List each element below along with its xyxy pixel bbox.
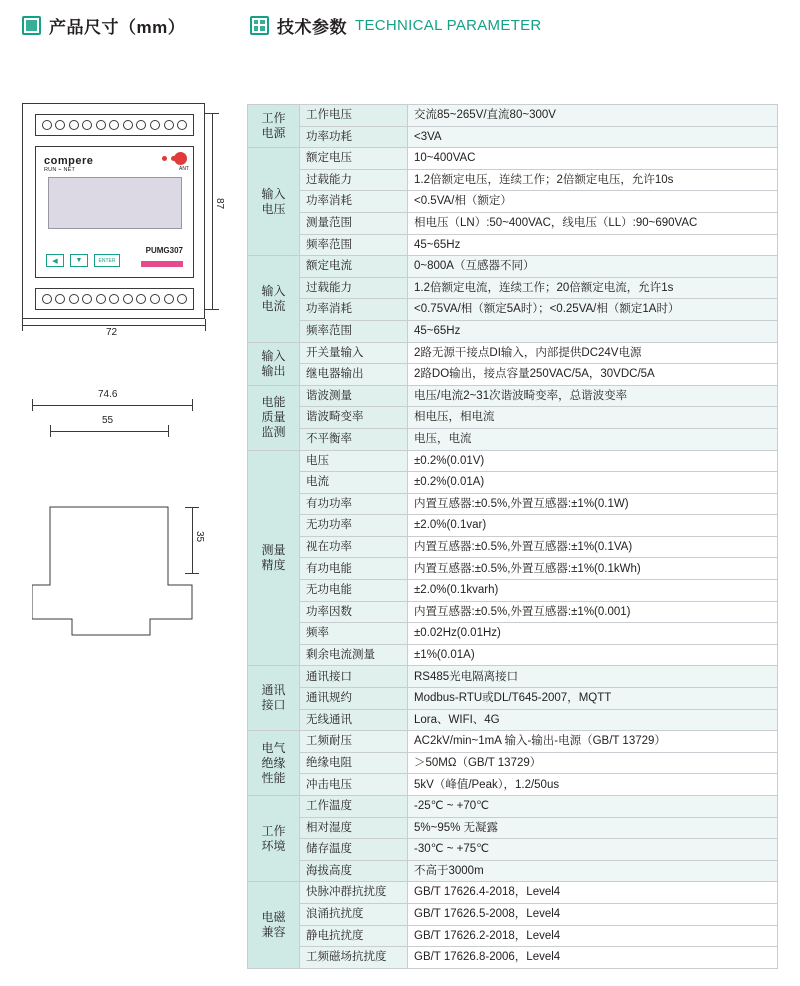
spec-value-cell: 2路无源干接点DI输入，内部提供DC24V电源 [408, 342, 778, 364]
spec-item-cell: 冲击电压 [300, 774, 408, 796]
key-left[interactable]: ◀ [46, 254, 64, 267]
spec-item-cell: 通讯规约 [300, 688, 408, 710]
dim-tick-height-bottom [205, 309, 219, 310]
table-row [248, 428, 778, 450]
spec-item-cell: 功率功耗 [300, 126, 408, 148]
spec-value-cell: GB/T 17626.4-2018，Level4 [408, 882, 778, 904]
spec-value-cell: ±0.02Hz(0.01Hz) [408, 623, 778, 645]
keypad [46, 254, 120, 267]
table-row [248, 796, 778, 818]
spec-item-cell: 谐波畸变率 [300, 407, 408, 429]
table-row [248, 709, 778, 731]
spec-item-cell: 视在功率 [300, 536, 408, 558]
key-enter[interactable]: ENTER [94, 254, 120, 267]
table-row [248, 774, 778, 796]
spec-item-cell: 快脉冲群抗扰度 [300, 882, 408, 904]
spec-value-cell: 10~400VAC [408, 148, 778, 170]
dim-label-height: 87 [214, 198, 225, 210]
dim-tick-depth-top [185, 507, 199, 508]
table-row [248, 666, 778, 688]
dim-tick-side-top-right [192, 399, 193, 411]
section-title-technical-zh: 技术参数 [277, 18, 347, 37]
spec-item-cell: 通讯接口 [300, 666, 408, 688]
spec-group-cell: 电气 绝缘 性能 [248, 731, 300, 796]
dim-line-width [22, 325, 205, 326]
section-header-dimensions [22, 13, 185, 38]
spec-item-cell: 功率消耗 [300, 191, 408, 213]
spec-value-cell: 1.2倍额定电流，连续工作；20倍额定电流，允许1s [408, 277, 778, 299]
spec-item-cell: 有功电能 [300, 558, 408, 580]
table-row [248, 731, 778, 753]
dim-line-side-top [32, 405, 192, 406]
spec-item-cell: 工频磁场抗扰度 [300, 947, 408, 969]
grid-icon [250, 16, 269, 35]
spec-value-cell: 内置互感器:±0.5%,外置互感器:±1%(0.1W) [408, 493, 778, 515]
dim-line-side-inner [50, 431, 168, 432]
spec-value-cell: 5%~95% 无凝露 [408, 817, 778, 839]
spec-value-cell: 5kV（峰值/Peak），1.2/50us [408, 774, 778, 796]
spec-item-cell: 静电抗扰度 [300, 925, 408, 947]
table-row [248, 536, 778, 558]
table-row [248, 688, 778, 710]
spec-value-cell: 相电压，相电流 [408, 407, 778, 429]
spec-item-cell: 绝缘电阻 [300, 752, 408, 774]
spec-value-cell: 0~800A（互感器不同） [408, 256, 778, 278]
spec-value-cell: <3VA [408, 126, 778, 148]
spec-item-cell: 无功功率 [300, 515, 408, 537]
table-row [248, 472, 778, 494]
spec-group-cell: 输入 输出 [248, 342, 300, 385]
spec-item-cell: 谐波测量 [300, 385, 408, 407]
spec-value-cell: ±0.2%(0.01V) [408, 450, 778, 472]
dim-tick-side-top-left [32, 399, 33, 411]
antenna-indicator [174, 152, 187, 165]
table-row [248, 169, 778, 191]
table-row [248, 817, 778, 839]
table-row [248, 925, 778, 947]
table-row [248, 558, 778, 580]
section-title-dimensions: 产品尺寸（mm） [49, 18, 186, 37]
spec-item-cell: 不平衡率 [300, 428, 408, 450]
spec-value-cell: AC2kV/min~1mA 输入-输出-电源（GB/T 13729） [408, 731, 778, 753]
dim-label-width: 72 [106, 327, 118, 338]
spec-item-cell: 无线通讯 [300, 709, 408, 731]
dim-label-side-inner: 55 [102, 415, 114, 426]
dim-tick-side-inner-right [168, 425, 169, 437]
spec-value-cell: RS485光电隔离接口 [408, 666, 778, 688]
spec-item-cell: 浪涌抗扰度 [300, 903, 408, 925]
spec-value-cell: 1.2倍额定电压，连续工作；2倍额定电压，允许10s [408, 169, 778, 191]
dim-tick-width-left [22, 319, 23, 331]
spec-value-cell: Lora、WIFI、4G [408, 709, 778, 731]
table-row [248, 515, 778, 537]
spec-value-cell: 内置互感器:±0.5%,外置互感器:±1%(0.1kWh) [408, 558, 778, 580]
spec-group-cell: 输入 电压 [248, 148, 300, 256]
dim-tick-height-top [205, 113, 219, 114]
spec-item-cell: 剩余电流测量 [300, 644, 408, 666]
spec-item-cell: 工作电压 [300, 105, 408, 127]
spec-item-cell: 开关量输入 [300, 342, 408, 364]
spec-item-cell: 功率消耗 [300, 299, 408, 321]
table-row [248, 450, 778, 472]
spec-value-cell: 45~65Hz [408, 320, 778, 342]
antenna-label: ANT [179, 166, 189, 172]
spec-item-cell: 频率 [300, 623, 408, 645]
spec-item-cell: 过载能力 [300, 169, 408, 191]
spec-item-cell: 额定电流 [300, 256, 408, 278]
table-row [248, 256, 778, 278]
device-outline [22, 103, 205, 319]
table-row [248, 234, 778, 256]
table-row [248, 105, 778, 127]
spec-item-cell: 工作温度 [300, 796, 408, 818]
spec-value-cell: <0.75VA/相（额定5A时）；<0.25VA/相（额定1A时） [408, 299, 778, 321]
table-row [248, 839, 778, 861]
spec-group-cell: 工作 电源 [248, 105, 300, 148]
terminal-block-bottom [35, 288, 194, 310]
dim-line-side-depth [192, 507, 193, 573]
table-row [248, 299, 778, 321]
spec-value-cell: ＞50MΩ（GB/T 13729） [408, 752, 778, 774]
table-row [248, 126, 778, 148]
spec-value-cell: 交流85~265V/直流80~300V [408, 105, 778, 127]
table-row [248, 882, 778, 904]
spec-group-cell: 电能 质量 监测 [248, 385, 300, 450]
section-title-technical-en: TECHNICAL PARAMETER [355, 17, 542, 34]
section-header-technical [250, 13, 542, 38]
table-row [248, 320, 778, 342]
spec-value-cell: <0.5VA/相（额定） [408, 191, 778, 213]
table-row [248, 947, 778, 969]
table-row [248, 407, 778, 429]
spec-value-cell: GB/T 17626.8-2006，Level4 [408, 947, 778, 969]
table-row [248, 385, 778, 407]
spec-value-cell: GB/T 17626.2-2018，Level4 [408, 925, 778, 947]
spec-value-cell: 内置互感器:±0.5%,外置互感器:±1%(0.001) [408, 601, 778, 623]
dim-tick-width-right [205, 319, 206, 331]
table-row [248, 277, 778, 299]
spec-item-cell: 储存温度 [300, 839, 408, 861]
brand-label: compere [44, 155, 94, 167]
spec-item-cell: 测量范围 [300, 212, 408, 234]
table-row [248, 148, 778, 170]
spec-item-cell: 额定电压 [300, 148, 408, 170]
dim-line-height [212, 113, 213, 309]
table-row [248, 342, 778, 364]
dim-label-side-top: 74.6 [98, 389, 118, 400]
spec-value-cell: ±0.2%(0.01A) [408, 472, 778, 494]
spec-value-cell: 电压/电流2~31次谐波畸变率，总谐波变率 [408, 385, 778, 407]
spec-value-cell: 2路DO输出，接点容量250VAC/5A，30VDC/5A [408, 364, 778, 386]
spec-item-cell: 继电器输出 [300, 364, 408, 386]
spec-group-cell: 测量 精度 [248, 450, 300, 666]
technical-parameter-table [247, 104, 778, 969]
spec-value-cell: ±2.0%(0.1var) [408, 515, 778, 537]
table-row [248, 191, 778, 213]
spec-item-cell: 过载能力 [300, 277, 408, 299]
spec-value-cell: Modbus-RTU或DL/T645-2007，MQTT [408, 688, 778, 710]
spec-value-cell: ±1%(0.01A) [408, 644, 778, 666]
spec-value-cell: GB/T 17626.5-2008，Level4 [408, 903, 778, 925]
spec-group-cell: 通讯 接口 [248, 666, 300, 731]
spec-group-cell: 输入 电流 [248, 256, 300, 342]
spec-item-cell: 相对湿度 [300, 817, 408, 839]
dim-tick-side-inner-left [50, 425, 51, 437]
side-view-drawing [22, 389, 242, 655]
spec-value-cell: 45~65Hz [408, 234, 778, 256]
spec-value-cell: 相电压（LN）:50~400VAC，线电压（LL）:90~690VAC [408, 212, 778, 234]
table-row [248, 212, 778, 234]
spec-value-cell: 不高于3000m [408, 860, 778, 882]
table-row [248, 903, 778, 925]
spec-item-cell: 海拔高度 [300, 860, 408, 882]
device-face [35, 146, 194, 278]
table-row [248, 860, 778, 882]
table-row [248, 752, 778, 774]
spec-item-cell: 有功功率 [300, 493, 408, 515]
spec-item-cell: 频率范围 [300, 234, 408, 256]
spec-item-cell: 频率范围 [300, 320, 408, 342]
spec-value-cell: 电压，电流 [408, 428, 778, 450]
front-view-drawing [22, 103, 225, 338]
spec-value-cell: 内置互感器:±0.5%,外置互感器:±1%(0.1VA) [408, 536, 778, 558]
indicator-labels: RUN ⌁ NET [44, 167, 76, 173]
table-row [248, 644, 778, 666]
spec-item-cell: 功率因数 [300, 601, 408, 623]
table-row [248, 601, 778, 623]
spec-value-cell: -25℃ ~ +70℃ [408, 796, 778, 818]
spec-item-cell: 工频耐压 [300, 731, 408, 753]
terminal-block-top [35, 114, 194, 136]
table-row [248, 493, 778, 515]
spec-item-cell: 电压 [300, 450, 408, 472]
table-row [248, 364, 778, 386]
key-down[interactable]: ▼ [70, 254, 88, 267]
spec-value-cell: -30℃ ~ +75℃ [408, 839, 778, 861]
dim-tick-depth-bottom [185, 573, 199, 574]
table-row [248, 580, 778, 602]
spec-value-cell: ±2.0%(0.1kvarh) [408, 580, 778, 602]
accent-strip [141, 261, 183, 267]
spec-group-cell: 工作 环境 [248, 796, 300, 882]
dim-label-side-depth: 35 [194, 531, 205, 543]
spec-item-cell: 无功电能 [300, 580, 408, 602]
spec-item-cell: 电流 [300, 472, 408, 494]
model-label: PUMG307 [145, 246, 183, 255]
spec-group-cell: 电磁 兼容 [248, 882, 300, 968]
dimension-icon [22, 16, 41, 35]
table-row [248, 623, 778, 645]
lcd-display [48, 177, 182, 229]
